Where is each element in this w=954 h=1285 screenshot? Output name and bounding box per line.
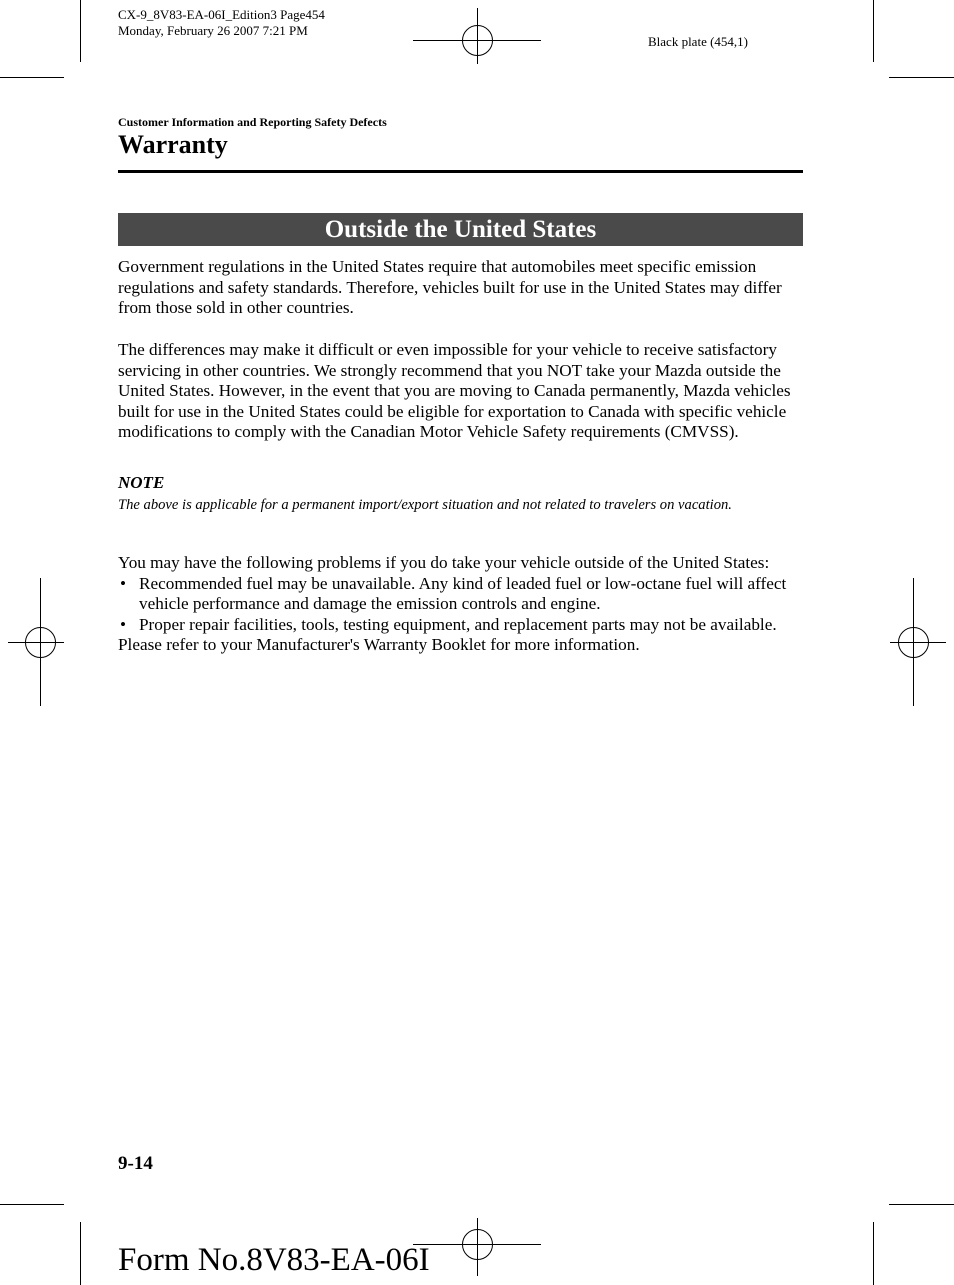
page-title: Warranty — [118, 130, 228, 159]
paragraph-2: The differences may make it difficult or even impossible for your vehicle to receive satisfactory servicing in other countries. We strongly recommend that you NOT take your Mazda outside the United States. However, in the event that you are moving to Canada permanently, Mazda vehicles built for use in the United States could be eligible for exportation to Canada with specific vehicle modifications to comply with the Canadian Motor Vehicle Safety requirements (CMVSS). — [118, 340, 791, 442]
closing-paragraph: Please refer to your Manufacturer's Warranty Booklet for more information. — [118, 635, 640, 655]
print-slug — [118, 7, 325, 39]
breadcrumb: Customer Information and Reporting Safety Defects — [118, 115, 387, 129]
list-item-text: Proper repair facilities, tools, testing equipment, and replacement parts may not be available. — [139, 614, 777, 634]
page-number: 9-14 — [118, 1153, 153, 1174]
bullet-icon: • — [120, 614, 127, 634]
bullet-icon: • — [120, 573, 127, 593]
title-rule — [118, 170, 803, 173]
problems-block — [118, 553, 808, 656]
section-heading: Outside the United States — [118, 213, 803, 246]
list-item — [118, 574, 808, 615]
list-item-text: Recommended fuel may be unavailable. Any kind of leaded fuel or low-octane fuel will affect vehicle performance and damage the emission controls and engine. — [139, 573, 787, 614]
problems-list — [118, 574, 808, 636]
slug-line-1: CX-9_8V83-EA-06I_Edition3 Page454 — [118, 7, 325, 22]
note-text: The above is applicable for a permanent import/export situation and not related to travelers on vacation. — [118, 497, 732, 513]
black-plate-label: Black plate (454,1) — [648, 34, 748, 49]
slug-line-2: Monday, February 26 2007 7:21 PM — [118, 23, 308, 38]
paragraph-3: You may have the following problems if you do take your vehicle outside of the United States: — [118, 553, 770, 572]
list-item — [118, 615, 808, 636]
note-heading: NOTE — [118, 473, 165, 492]
paragraph-1: Government regulations in the United States require that automobiles meet specific emission regulations and safety standards. Therefore, vehicles built for use in the United States may differ from those sold in other countries. — [118, 257, 782, 318]
form-number: Form No.8V83-EA-06I — [118, 1242, 430, 1278]
